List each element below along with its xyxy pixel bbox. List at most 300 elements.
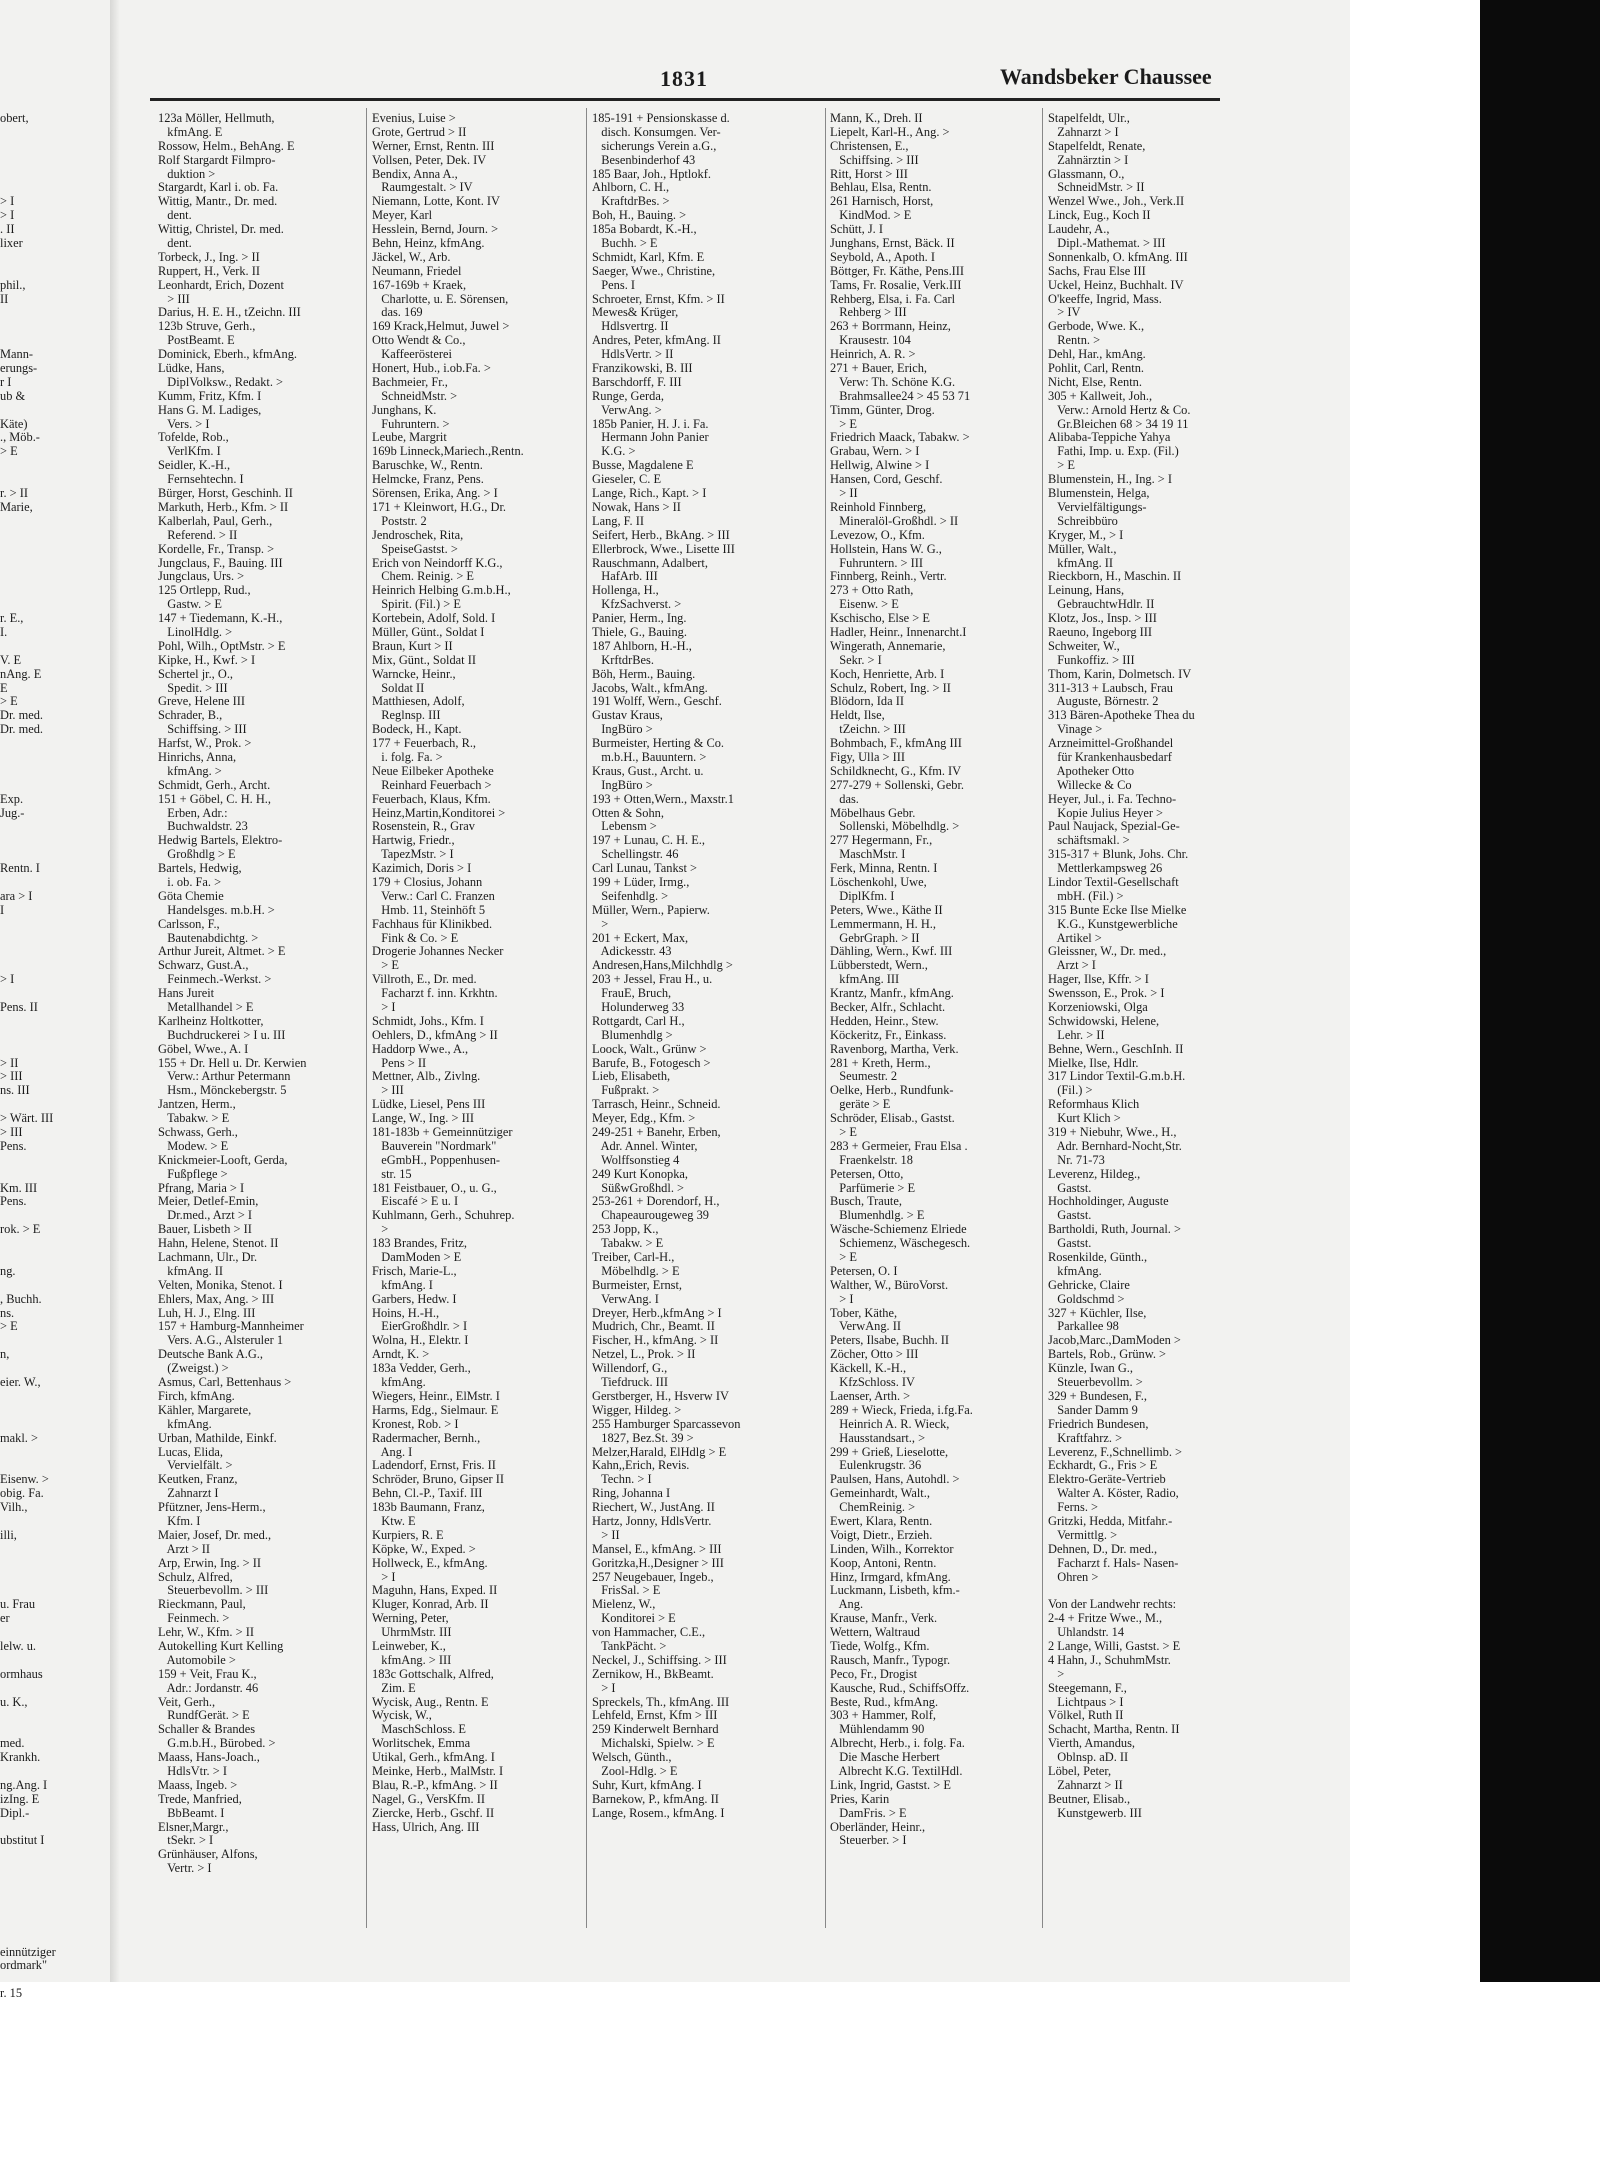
directory-entry-line: > I — [372, 1569, 396, 1584]
directory-entry-line: Arzneimittel-Großhandel — [1048, 736, 1174, 751]
directory-entry-line: Schiffsing. > III — [158, 722, 247, 737]
directory-entry-line: 181-183b + Gemeinnütziger — [372, 1125, 513, 1140]
directory-entry-line: HdlsVertr. > II — [592, 347, 674, 362]
directory-entry-line: einnütziger — [0, 1944, 56, 1959]
directory-entry-line: Harms, Edg., Sielmaur. E — [372, 1402, 499, 1417]
directory-entry-line: Radermacher, Bernh., — [372, 1430, 481, 1445]
directory-entry-line: VerlKfm. I — [158, 444, 221, 459]
directory-entry-line: K.G., Kunstgewerbliche — [1048, 916, 1178, 931]
directory-entry-line: Kaffeerösterei — [372, 347, 452, 362]
directory-entry-line: Referend. > II — [158, 527, 238, 542]
directory-entry-line: obert, — [0, 111, 29, 125]
directory-entry-line: das. 169 — [372, 305, 423, 320]
directory-entry-line: DamFris. > E — [830, 1805, 907, 1820]
directory-entry-line: Heyer, Jul., i. Fa. Techno- — [1048, 791, 1177, 806]
directory-entry-line: Zahnarzt I — [158, 1486, 219, 1501]
directory-entry-line: Mudrich, Chr., Beamt. II — [592, 1319, 715, 1334]
directory-entry-line: Hsm., Mönckebergstr. 5 — [158, 1083, 287, 1098]
directory-entry-line: Asmus, Carl, Bettenhaus > — [158, 1375, 292, 1390]
directory-entry-line: Saeger, Wwe., Christine, — [592, 263, 716, 278]
directory-entry-line: Pohlit, Carl, Rentn. — [1048, 361, 1145, 376]
directory-entry-line: Löschenkohl, Uwe, — [830, 874, 927, 889]
directory-entry-line: Burmeister, Ernst, — [592, 1277, 683, 1292]
directory-entry-line — [0, 1876, 108, 1890]
directory-entry-line: Gastst. — [1048, 1180, 1092, 1195]
directory-entry-line: KfzSachverst. > — [592, 597, 682, 612]
directory-entry-line: Zool-Hdlg. > E — [592, 1763, 678, 1778]
directory-entry-line: Elsner,Margr., — [158, 1819, 229, 1834]
directory-entry-line — [0, 1848, 108, 1862]
directory-entry-line: Wolffsonstieg 4 — [592, 1152, 680, 1167]
directory-entry-line: 313 Bären-Apotheke Thea du — [1048, 708, 1195, 723]
directory-entry-line — [0, 918, 108, 932]
directory-entry-line: KfzSchloss. IV — [830, 1375, 916, 1390]
directory-entry-line: Künzle, Iwan G., — [1048, 1361, 1133, 1376]
directory-entry-line: Sander Damm 9 — [1048, 1402, 1138, 1417]
directory-entry-line — [0, 848, 108, 862]
directory-entry-line: Stapelfeldt, Ulr., — [1048, 111, 1130, 125]
directory-entry-line: Uhlandstr. 14 — [1048, 1625, 1125, 1640]
directory-entry-line: Leinung, Hans, — [1048, 583, 1125, 598]
directory-entry-line: 277-279 + Sollenski, Gebr. — [830, 777, 964, 792]
directory-entry-line: Soldat II — [372, 680, 425, 695]
directory-entry-line: Niemann, Lotte, Kont. IV — [372, 194, 501, 209]
directory-entry-line: Müller, Wern., Papierw. — [592, 902, 710, 917]
directory-entry-line: 185b Panier, H. J. i. Fa. — [592, 416, 709, 431]
directory-entry-line: Blumenstein, Helga, — [1048, 486, 1150, 501]
directory-entry-line: Steuerbevollm. > — [1048, 1375, 1143, 1390]
directory-entry-line: Steegemann, F., — [1048, 1680, 1127, 1695]
directory-entry-line: phil., — [0, 277, 26, 292]
directory-entry-line: lelw. u. — [0, 1638, 37, 1653]
directory-entry-line: med. — [0, 1736, 25, 1751]
directory-entry-line: Fuhruntern. > — [372, 416, 450, 431]
directory-entry-line: Kraus, Gust., Archt. u. — [592, 763, 704, 778]
directory-entry-line: i. ob. Fa. > — [158, 874, 222, 889]
directory-entry-line: TapezMstr. > I — [372, 847, 454, 862]
directory-entry-line: Ruppert, H., Verk. II — [158, 263, 260, 278]
directory-entry-line: Alibaba-Teppiche Yahya — [1048, 430, 1171, 445]
directory-entry-line: Linden, Wilh., Korrektor — [830, 1541, 954, 1556]
directory-entry-line: illi, — [0, 1527, 17, 1542]
directory-entry-line: Schmidt, Gerh., Archt. — [158, 777, 271, 792]
directory-entry-line — [0, 1515, 108, 1529]
directory-entry-line: Ewert, Klara, Rentn. — [830, 1513, 933, 1528]
directory-entry-line: Blumenstein, H., Ing. > I — [1048, 472, 1172, 487]
directory-entry-line: Pohl, Wilh., OptMstr. > E — [158, 638, 286, 653]
directory-entry-line: Heldt, Ilse, — [830, 708, 885, 723]
directory-entry-line: Treiber, Carl-H., — [592, 1250, 675, 1265]
directory-entry-line: 253-261 + Dorendorf, H., — [592, 1194, 720, 1209]
directory-entry-line — [0, 334, 108, 348]
directory-entry-line — [0, 640, 108, 654]
directory-entry-line: Lange, W., Ing. > III — [372, 1111, 474, 1126]
directory-entry-line — [0, 181, 108, 195]
directory-entry-line: Willendorf, G., — [592, 1361, 668, 1376]
directory-entry-line: Steuerber. > I — [830, 1833, 907, 1848]
directory-entry-line: Möbelhaus Gebr. — [830, 805, 916, 820]
directory-entry-line: Schroeter, Ernst, Kfm. > II — [592, 291, 725, 306]
directory-entry-line: 183c Gottschalk, Alfred, — [372, 1666, 494, 1681]
directory-entry-line: 303 + Hammer, Rolf, — [830, 1708, 936, 1723]
directory-entry-line — [0, 543, 108, 557]
directory-entry-line: GebrauchtwHdlr. II — [1048, 597, 1155, 612]
directory-entry-line: Kraftfahrz. > — [1048, 1430, 1123, 1445]
directory-entry-line: Ring, Johanna I — [592, 1486, 671, 1501]
directory-entry-line: (Zweigst.) > — [158, 1361, 229, 1376]
directory-entry-line: KraftdrBes. > — [592, 194, 670, 209]
directory-entry-line: r. > II — [0, 486, 28, 501]
directory-entry-line: Erich von Neindorff K.G., — [372, 555, 503, 570]
directory-entry-line: Uckel, Heinz, Buchhalt. IV — [1048, 277, 1184, 292]
directory-entry-line: Facharzt f. inn. Krkhtn. — [372, 986, 498, 1001]
directory-entry-line: Jendroschek, Rita, — [372, 527, 464, 542]
directory-entry-line: 271 + Bauer, Erich, — [830, 361, 927, 376]
directory-entry-line: Brahmsallee24 > 45 53 71 — [830, 388, 971, 403]
directory-entry-line — [0, 1237, 108, 1251]
directory-entry-line — [0, 473, 108, 487]
directory-entry-line — [0, 1765, 108, 1779]
directory-entry-line: kfmAng. — [1048, 1263, 1102, 1278]
directory-entry-line: Funkoffiz. > III — [1048, 652, 1135, 667]
directory-entry-line: Müller, Walt., — [1048, 541, 1117, 556]
directory-entry-line: Frisch, Marie-L., — [372, 1263, 457, 1278]
directory-entry-line: Maguhn, Hans, Exped. II — [372, 1583, 498, 1598]
directory-entry-line: Rentn. > — [1048, 333, 1101, 348]
directory-entry-line: Levezow, O., Kfm. — [830, 527, 925, 542]
directory-entry-line: TankPächt. > — [592, 1638, 667, 1653]
directory-entry-line: 185a Bobardt, K.-H., — [592, 222, 697, 237]
directory-entry-line — [0, 1404, 108, 1418]
directory-entry-line: Facharzt f. Hals- Nasen- — [1048, 1555, 1179, 1570]
directory-entry-line: Raeuno, Ingeborg III — [1048, 624, 1153, 639]
directory-entry-line: , Buchh. — [0, 1291, 42, 1306]
directory-entry-line — [1048, 1584, 1248, 1598]
directory-entry-line: Konditorei > E — [592, 1611, 676, 1626]
directory-entry-line: Klotz, Jos., Insp. > III — [1048, 611, 1157, 626]
directory-entry-line: Helmcke, Franz, Pens. — [372, 472, 484, 487]
directory-entry-line: Schacht, Martha, Rentn. II — [1048, 1722, 1180, 1737]
directory-entry-line: Panier, Herm., Ing. — [592, 611, 687, 626]
directory-entry-line: Ladendorf, Ernst, Fris. II — [372, 1458, 496, 1473]
directory-entry-line: Grote, Gertrud > II — [372, 124, 467, 139]
directory-entry-line: Arndt, K. > — [372, 1347, 430, 1362]
directory-entry-line — [0, 1932, 108, 1946]
directory-entry-line: HafArb. III — [592, 569, 658, 584]
directory-entry-line: > III — [0, 1069, 23, 1084]
directory-entry-line: Swensson, E., Prok. > I — [1048, 986, 1165, 1001]
directory-entry-line: Löbel, Peter, — [1048, 1763, 1112, 1778]
directory-entry-line: ns. III — [0, 1083, 30, 1098]
directory-entry-line: ns. — [0, 1305, 15, 1320]
directory-entry-line — [0, 1904, 108, 1918]
directory-entry-line: G.m.b.H., Bürobed. > — [158, 1736, 276, 1751]
directory-entry-line — [0, 1390, 108, 1404]
directory-entry-line: Mettlerkampsweg 26 — [1048, 861, 1163, 876]
directory-entry-line: Jacobs, Walt., kfmAng. — [592, 680, 708, 695]
directory-entry-line: izIng. E — [0, 1791, 40, 1806]
directory-entry-line: Rolf Stargardt Filmpro- — [158, 152, 276, 167]
directory-entry-line: Junghans, Ernst, Bäck. II — [830, 236, 955, 251]
directory-entry-line: 169b Linneck,Mariech.,Rentn. — [372, 444, 524, 459]
directory-entry-line: Hadler, Heinr., Innenarcht.I — [830, 624, 967, 639]
directory-entry-line: Pens. II — [0, 1000, 38, 1014]
directory-entry-line: Schwidowski, Helene, — [1048, 1013, 1160, 1028]
directory-entry-line: Köckeritz, Fr., Einkass. — [830, 1027, 947, 1042]
directory-entry-line: Peters, Ilsabe, Buchh. II — [830, 1333, 950, 1348]
directory-entry-line: Dr. med. — [0, 708, 44, 723]
directory-entry-line: > I — [0, 208, 15, 223]
directory-entry-line: Bohmbach, F., kfmAng III — [830, 736, 962, 751]
directory-entry-line: LinolHdlg. > — [158, 624, 233, 639]
directory-entry-line: Erben, Adr.: — [158, 805, 228, 820]
directory-entry-line: SchneidMstr. > II — [1048, 180, 1145, 195]
directory-entry-line: Bartholdi, Ruth, Journal. > — [1048, 1222, 1181, 1237]
directory-entry-line — [0, 1362, 108, 1376]
directory-entry-line: Hartwig, Friedr., — [372, 833, 455, 848]
directory-entry-line: Raumgestalt. > IV — [372, 180, 473, 195]
directory-entry-line — [0, 1862, 108, 1876]
directory-entry-line: > E — [372, 958, 399, 973]
directory-entry-line: Greve, Helene III — [158, 694, 246, 709]
directory-entry-line: Rottgardt, Carl H., — [592, 1013, 685, 1028]
directory-entry-line: Hedden, Heinr., Stew. — [830, 1013, 939, 1028]
directory-entry-line: > — [1048, 1666, 1065, 1681]
directory-entry-line: > E — [830, 1125, 857, 1140]
directory-entry-line: Neumann, Friedel — [372, 263, 462, 278]
directory-entry-line: Böh, Herm., Bauing. — [592, 666, 696, 681]
directory-entry-line: Tabakw. > E — [592, 1236, 664, 1251]
directory-entry-line: Linck, Eug., Koch II — [1048, 208, 1151, 223]
directory-entry-line — [0, 1543, 108, 1557]
directory-entry-line: Fachhaus für Klinikbed. — [372, 916, 493, 931]
directory-entry-line: Ohren > — [1048, 1569, 1099, 1584]
directory-entry-line: 123b Struve, Gerh., — [158, 319, 256, 334]
directory-column-3 — [592, 112, 824, 1821]
directory-entry-line: 177 + Feuerbach, R., — [372, 736, 477, 751]
directory-entry-line: Kluger, Konrad, Arb. II — [372, 1597, 489, 1612]
directory-entry-line: Vervielfältigungs- — [1048, 499, 1147, 514]
directory-entry-line: I — [0, 902, 5, 917]
directory-entry-line: 191 Wolff, Wern., Geschf. — [592, 694, 722, 709]
directory-entry-line: ubstitut I — [0, 1833, 45, 1848]
directory-entry-line: Walther, W., BüroVorst. — [830, 1277, 949, 1292]
directory-entry-line — [0, 1098, 108, 1112]
directory-entry-line: Blau, R.-P., kfmAng. > II — [372, 1777, 498, 1792]
directory-entry-line: Arp, Erwin, Ing. > II — [158, 1555, 261, 1570]
directory-entry-line: > — [592, 916, 609, 931]
directory-entry-line: 253 Jopp, K., — [592, 1222, 659, 1237]
directory-entry-line — [0, 154, 108, 168]
directory-entry-line: ., Möb.- — [0, 430, 40, 445]
directory-entry-line: Hochholdinger, Auguste — [1048, 1194, 1169, 1209]
directory-entry-line: Automobile > — [158, 1652, 236, 1667]
directory-entry-line: 169 Krack,Helmut, Juwel > — [372, 319, 510, 334]
directory-entry-line: Fischer, H., kfmAng. > II — [592, 1333, 719, 1348]
directory-entry-line: eGmbH., Poppenhusen- — [372, 1152, 501, 1167]
directory-entry-line: Bachmeier, Fr., — [372, 374, 448, 389]
directory-entry-line: Kopie Julius Heyer > — [1048, 805, 1164, 820]
directory-entry-line — [0, 1584, 108, 1598]
directory-entry-line: UhrmMstr. III — [372, 1625, 452, 1640]
directory-entry-line: Adr.: Jordanstr. 46 — [158, 1680, 259, 1695]
directory-entry-line: Baruschke, W., Rentn. — [372, 458, 483, 473]
directory-entry-line: Barschdorff, F. III — [592, 374, 682, 389]
directory-entry-line: 273 + Otto Rath, — [830, 583, 914, 598]
directory-entry-line: Jungclaus, F., Bauing. III — [158, 555, 283, 570]
directory-entry-line: Tabakw. > E — [158, 1111, 230, 1126]
directory-entry-line: Kurt Klich > — [1048, 1111, 1121, 1126]
directory-entry-line: Werning, Peter, — [372, 1611, 449, 1626]
directory-entry-line: Hinz, Irmgard, kfmAng. — [830, 1569, 951, 1584]
directory-entry-line: 155 + Dr. Hell u. Dr. Kerwien — [158, 1055, 307, 1070]
directory-entry-line: Kronest, Rob. > I — [372, 1416, 459, 1431]
directory-entry-line: > Wärt. III — [0, 1111, 54, 1126]
directory-entry-line: Thiele, G., Bauing. — [592, 624, 687, 639]
directory-entry-line: Mann- — [0, 347, 34, 362]
directory-entry-line: Lüdke, Liesel, Pens III — [372, 1097, 486, 1112]
directory-entry-line: Fuhruntern. > III — [830, 555, 924, 570]
directory-entry-line: Km. III — [0, 1180, 38, 1195]
directory-entry-line: Mewes& Krüger, — [592, 305, 679, 320]
directory-entry-line: Rieckmann, Paul, — [158, 1597, 246, 1612]
directory-entry-line: Fußpflege > — [158, 1166, 228, 1181]
directory-entry-line: Walter A. Köster, Radio, — [1048, 1486, 1179, 1501]
directory-entry-line: E — [0, 680, 8, 695]
directory-entry-line: IngBüro > — [592, 777, 653, 792]
directory-entry-line: Jacob,Marc.,DamModen > — [1048, 1333, 1181, 1348]
directory-entry-line: Seumestr. 2 — [830, 1069, 898, 1084]
directory-entry-line — [0, 459, 108, 473]
directory-entry-line: Oberländer, Heinr., — [830, 1819, 926, 1834]
directory-entry-line: SüßwGroßhdl. > — [592, 1180, 685, 1195]
directory-entry-line: Friedrich Maack, Tabakw. > — [830, 430, 970, 445]
column-divider — [366, 108, 367, 1928]
directory-entry-line — [0, 1682, 108, 1696]
directory-entry-line: Schröder, Elisab., Gastst. — [830, 1111, 955, 1126]
directory-entry-line: Figy, Ulla > III — [830, 749, 906, 764]
directory-entry-line: Gastw. > E — [158, 597, 222, 612]
directory-entry-line: Hollenga, H., — [592, 583, 659, 598]
directory-entry-line: Schrader, B., — [158, 708, 223, 723]
directory-entry-line: Michalski, Spielw. > E — [592, 1736, 715, 1751]
directory-entry-line: kfmAng. II — [158, 1263, 224, 1278]
directory-entry-line — [0, 1890, 108, 1904]
directory-entry-line: Wycisk, Aug., Rentn. E — [372, 1694, 489, 1709]
directory-entry-line: Hansen, Cord, Geschf. — [830, 472, 943, 487]
directory-entry-line: Sollenski, Möbelhdlg. > — [830, 819, 960, 834]
directory-entry-line: Buchwaldstr. 23 — [158, 819, 248, 834]
directory-entry-line: kfmAng. > III — [372, 1652, 452, 1667]
directory-entry-line: Hmb. 11, Steinhöft 5 — [372, 902, 486, 917]
directory-entry-line — [0, 1251, 108, 1265]
directory-entry-line: IngBüro > — [592, 722, 653, 737]
directory-entry-line: Nowak, Hans > II — [592, 499, 681, 514]
directory-entry-line: Fernsehtechn. I — [158, 472, 244, 487]
directory-entry-line: Lemmermann, H. H., — [830, 916, 936, 931]
directory-entry-line: Meyer, Karl — [372, 208, 433, 223]
directory-entry-line — [0, 1154, 108, 1168]
directory-entry-line: Korzeniowski, Olga — [1048, 1000, 1148, 1014]
directory-entry-line: Dähling, Wern., Kwf. III — [830, 944, 953, 959]
directory-entry-line: Zahnarzt > II — [1048, 1777, 1123, 1792]
directory-entry-line: Utikal, Gerh., kfmAng. I — [372, 1750, 495, 1765]
directory-entry-line: Carlsson, F., — [158, 916, 220, 931]
directory-entry-line: Käte) — [0, 416, 28, 431]
directory-entry-line: duktion > — [158, 166, 216, 181]
directory-entry-line: kfmAng. > — [158, 763, 222, 778]
directory-entry-line: Lang, F. II — [592, 513, 644, 528]
directory-entry-line: Gastst. — [1048, 1208, 1092, 1223]
directory-entry-line: Spirit. (Fil.) > E — [372, 597, 461, 612]
directory-entry-line: 329 + Bundesen, F., — [1048, 1388, 1147, 1403]
directory-entry-line: sicherungs Verein a.G., — [592, 138, 717, 153]
directory-entry-line: 185 Baar, Joh., Hptlokf. — [592, 166, 711, 181]
directory-entry-line: Glassmann, O., — [1048, 166, 1125, 181]
directory-entry-line: ng.Ang. I — [0, 1777, 48, 1792]
directory-entry-line: von Hammacher, C.E., — [592, 1625, 706, 1640]
directory-entry-line: Leverenz, F.,Schnellimb. > — [1048, 1444, 1182, 1459]
directory-entry-line: Hermann John Panier — [592, 430, 709, 445]
directory-entry-line: DiplKfm. I — [830, 888, 895, 903]
directory-entry-line: Stapelfeldt, Renate, — [1048, 138, 1146, 153]
directory-entry-line: Krantz, Manfr., kfmAng. — [830, 986, 954, 1001]
directory-entry-line: Wycisk, W., — [372, 1708, 432, 1723]
directory-entry-line: Ravenborg, Martha, Verk. — [830, 1041, 959, 1056]
directory-entry-line: Lübberstedt, Wern., — [830, 958, 928, 973]
directory-entry-line: > I — [830, 1291, 854, 1306]
directory-entry-line: Petersen, Otto, — [830, 1166, 904, 1181]
directory-entry-line: FrisSal. > E — [592, 1583, 661, 1598]
directory-entry-line: Kipke, H., Kwf. > I — [158, 652, 256, 667]
directory-entry-line: Adr. Bernhard-Nocht,Str. — [1048, 1138, 1182, 1153]
directory-entry-line: Dreyer, Herb.,kfmAng > I — [592, 1305, 722, 1320]
column-divider — [586, 108, 587, 1928]
directory-entry-line: Busse, Magdalene E — [592, 458, 694, 473]
directory-entry-line: Reinhard Feuerbach > — [372, 777, 492, 792]
directory-entry-line: 179 + Closius, Johann — [372, 874, 483, 889]
directory-entry-line: Veit, Gerh., — [158, 1694, 216, 1709]
directory-entry-line: Mielke, Ilse, Hdlr. — [1048, 1055, 1139, 1070]
directory-entry-line: Kausche, Rud., SchiffsOffz. — [830, 1680, 970, 1695]
directory-entry-line: Schweiter, W., — [1048, 638, 1120, 653]
directory-entry-line: Schulz, Robert, Ing. > II — [830, 680, 951, 695]
directory-entry-line: Fink & Co. > E — [372, 930, 459, 945]
directory-entry-line: Adickesstr. 43 — [592, 944, 672, 959]
directory-entry-line: 277 Hegermann, Fr., — [830, 833, 933, 848]
directory-entry-line: ub & — [0, 388, 26, 403]
directory-entry-line: Verw.: Arnold Hertz & Co. — [1048, 402, 1191, 417]
directory-entry-line: Vers. > I — [158, 416, 210, 431]
directory-entry-line: Schmidt, Karl, Kfm. E — [592, 249, 705, 264]
directory-entry-line: Zöcher, Otto > III — [830, 1347, 919, 1362]
directory-entry-line: Pfrang, Maria > I — [158, 1180, 245, 1195]
directory-entry-line: > III — [372, 1083, 404, 1098]
directory-entry-line: Busch, Traute, — [830, 1194, 902, 1209]
left-margin-column — [0, 112, 108, 2001]
directory-entry-line: kfmAng. I — [372, 1277, 433, 1292]
directory-entry-line: > E — [1048, 458, 1075, 473]
directory-entry-line: Barnekow, P., kfmAng. II — [592, 1791, 719, 1806]
directory-entry-line: 183a Vedder, Gerh., — [372, 1361, 471, 1376]
directory-entry-line: Meier, Detlef-Emin, — [158, 1194, 259, 1209]
directory-entry-line: Schreibbüro — [1048, 513, 1118, 528]
directory-entry-line: Sörensen, Erika, Ang. > I — [372, 486, 498, 501]
directory-entry-line: Goldschmd > — [1048, 1291, 1125, 1306]
directory-entry-line: Adr. Annel. Winter, — [592, 1138, 698, 1153]
directory-entry-line — [0, 876, 108, 890]
directory-entry-line: Urban, Mathilde, Einkf. — [158, 1430, 277, 1445]
